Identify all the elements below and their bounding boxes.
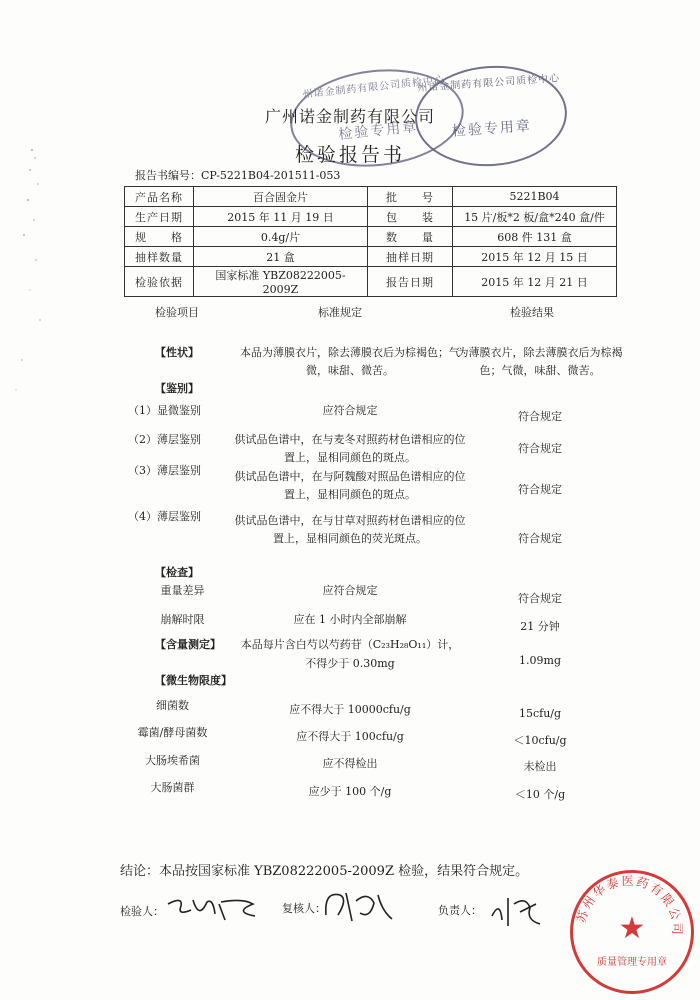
jiancha-standard: 应符合规定 [322,584,378,597]
document-title: 检验报告书 [294,144,405,166]
section-weishengwu: 【微生物限度】 [155,674,232,687]
weishengwu-item: 霉菌/酵母菌数 [137,726,208,739]
weishengwu-result: ＜10 个/g [514,788,566,801]
info-label: 报告日期 [368,267,453,297]
inspector-label: 检验人： [120,905,164,918]
info-label: 批 号 [368,187,453,207]
jianbie-item: （2）薄层鉴别 [128,433,201,446]
xingzhuang-result: 为薄膜衣片，除去薄膜衣后为棕褐色；气微，味甜、微苦。 [457,346,623,377]
info-value: 百合固金片 [194,187,368,207]
hanliang-standard: 本品每片含白芍以芍药苷（C₂₃H₂₈O₁₁）计， [240,638,460,651]
section-jianbie: 【鉴别】 [155,382,199,395]
red-stamp-ring-text: 苏州华泰医药有限公司 [574,873,685,937]
hanliang-standard: 不得少于 0.30mg [305,657,395,670]
reviewer-label: 复核人： [282,902,326,915]
info-row [125,187,617,207]
jiancha-item: 崩解时限 [160,613,205,626]
weishengwu-item: 大肠埃希菌 [145,754,200,767]
header-item: 检验项目 [155,306,199,319]
info-label: 包 装 [368,207,453,227]
xingzhuang-standard: 本品为薄膜衣片，除去薄膜衣后为棕褐色；气微，味甜、微苦。 [240,346,460,377]
info-row [125,247,617,267]
jianbie-result: 符合规定 [518,410,562,423]
info-label: 生产日期 [125,207,194,227]
info-value: 国家标准 YBZ08222005-2009Z [194,267,368,297]
weishengwu-item: 大肠菌群 [150,781,195,794]
jianbie-standard: 应符合规定 [322,404,378,417]
jiancha-result: 符合规定 [518,592,562,605]
quality-stamp [570,870,694,994]
info-value: 2015 年 11 月 19 日 [194,207,368,227]
jianbie-standard: 供试品色谱中，在与阿魏酸对照品色谱相应的位置上，显相同颜色的斑点。 [234,470,466,501]
info-value: 5221B04 [453,187,617,207]
info-value: 15 片/板*2 板/盒*240 盒/件 [453,207,617,227]
report-number: 报告书编号：CP-5221B04-201511-053 [135,169,341,182]
info-value: 2015 年 12 月 15 日 [453,247,617,267]
info-value: 608 件 131 盒 [453,227,617,247]
jiancha-standard: 应在 1 小时内全部崩解 [293,613,407,626]
jianbie-item: （1）显微鉴别 [128,404,201,417]
info-value: 0.4g/片 [194,227,368,247]
stamp-ring-text: 州诺金制药有限公司质检中心 [302,74,446,101]
section-hanliang: 【含量测定】 [155,638,221,651]
weishengwu-result: 15cfu/g [518,707,562,720]
weishengwu-item: 细菌数 [156,699,189,712]
weishengwu-standard: 应不得大于 10000cfu/g [289,703,411,716]
info-value: 2015 年 12 月 21 日 [453,267,617,297]
info-label: 数 量 [368,227,453,247]
info-row [125,227,617,247]
conclusion: 结论：本品按国家标准 YBZ08222005-2009Z 检验，结果符合规定。 [120,864,529,879]
info-label: 检验依据 [125,267,194,297]
reviewer-signature [318,885,398,929]
info-label: 抽样数量 [125,247,194,267]
info-label: 产品名称 [125,187,194,207]
jianbie-result: 符合规定 [518,532,562,545]
info-label: 抽样日期 [368,247,453,267]
info-value: 21 盒 [194,247,368,267]
weishengwu-standard: 应少于 100 个/g [308,785,392,798]
responsible-label: 负责人： [438,904,482,917]
info-row [125,267,617,297]
info-row [125,207,617,227]
section-jiancha: 【检查】 [155,566,199,579]
weishengwu-standard: 应不得检出 [322,757,378,770]
header-standard: 标准规定 [318,306,362,319]
jiancha-result: 21 分钟 [520,620,560,633]
inspector-signature [163,890,263,930]
hanliang-result: 1.09mg [519,654,561,667]
jianbie-standard: 供试品色谱中，在与甘草对照药材色谱相应的位置上，显相同颜色的荧光斑点。 [234,514,466,545]
product-info-table [124,186,617,297]
star-icon: ★ [618,911,646,946]
jianbie-standard: 供试品色谱中，在与麦冬对照药材色谱相应的位置上，显相同颜色的斑点。 [234,433,466,464]
stamp-main-text: 检验专用章 [451,118,533,140]
company-name: 广州诺金制药有限公司 [264,107,435,126]
weishengwu-standard: 应不得大于 100cfu/g [296,730,404,743]
jianbie-item: （4）薄层鉴别 [128,510,201,523]
jianbie-item: （3）薄层鉴别 [128,464,201,477]
weishengwu-result: ＜10cfu/g [513,734,567,747]
info-label: 规 格 [125,227,194,247]
responsible-signature [486,890,546,930]
scan-specks [10,140,50,400]
header-result: 检验结果 [510,306,554,319]
stamp-ring-text: 州诺金制药有限公司质检中心 [417,73,561,95]
jianbie-result: 符合规定 [518,442,562,455]
jianbie-result: 符合规定 [518,483,562,496]
weishengwu-result: 未检出 [523,760,557,773]
section-xingzhuang: 【性状】 [155,346,199,359]
jiancha-item: 重量差异 [160,584,205,597]
stamp-main-text: 检验专用章 [337,118,419,144]
red-stamp-main-text: 质量管理专用章 [597,957,667,968]
